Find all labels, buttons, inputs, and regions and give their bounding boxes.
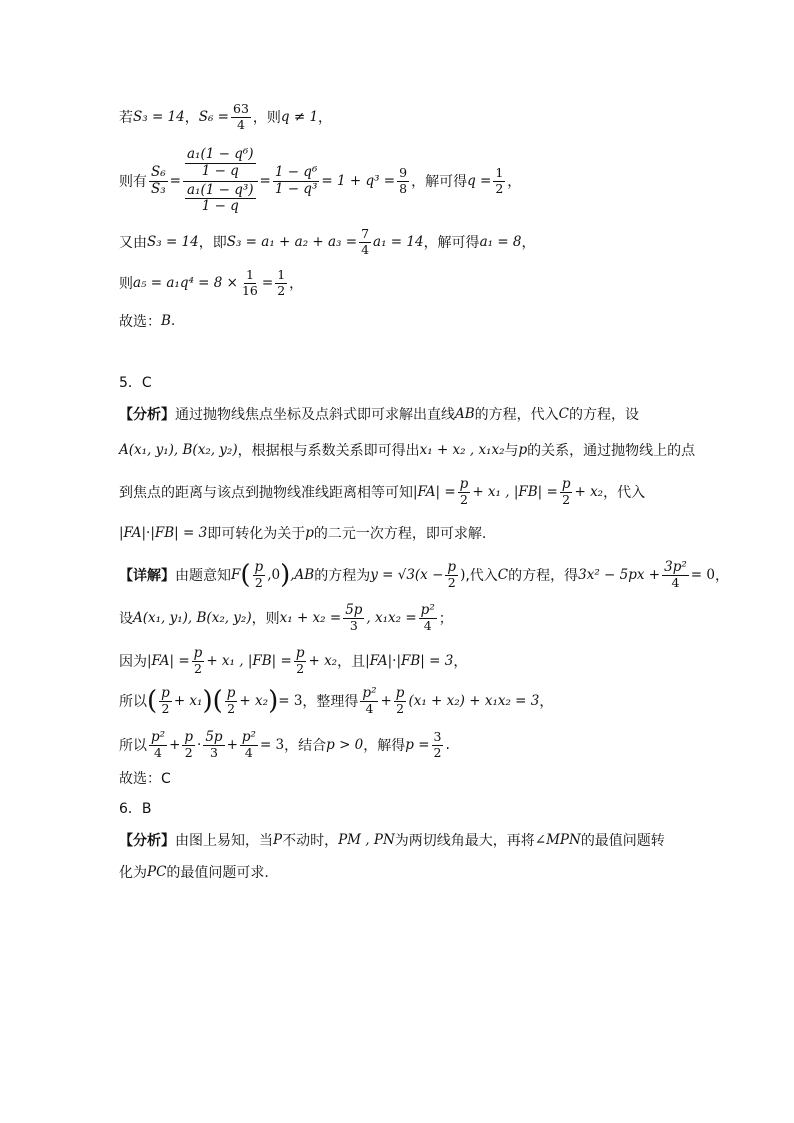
fraction: $\frac{\text{p²}}{4}$	[362, 684, 377, 717]
math: p	[305, 525, 314, 541]
fraction: $\frac{p}{2}$	[561, 475, 571, 508]
text: 即可转化为关于	[207, 526, 306, 542]
text: 与	[504, 443, 519, 459]
math: S₆ =	[198, 109, 229, 125]
text: 所以	[119, 694, 147, 710]
math: +	[380, 693, 392, 709]
text: 的最值问题可求.	[166, 865, 269, 881]
math: +	[226, 737, 238, 753]
math: x₁ + x₂ , x₁x₂	[419, 442, 505, 458]
math: S₃ = a₁ + a₂ + a₃ =	[226, 234, 358, 250]
text: .	[445, 737, 450, 753]
right-paren: )	[268, 686, 279, 716]
math: p > 0	[326, 737, 364, 753]
math: |FA| =	[413, 484, 456, 500]
math: + x₂	[239, 693, 269, 709]
math: a₁ = 14	[373, 234, 424, 250]
question-number-6	[119, 798, 734, 818]
fraction: $\frac{\text{1 − q⁶}}{\text{1 − q³}}$	[274, 163, 318, 197]
math: =	[259, 173, 271, 189]
text: ,代入	[465, 568, 498, 584]
answer-line-5	[119, 768, 734, 788]
math: +	[169, 737, 181, 753]
math: |FA|·|FB| = 3	[119, 525, 208, 541]
analysis-line-4	[119, 521, 734, 545]
math: )	[460, 567, 466, 583]
fraction: $\frac{p}{2}$	[395, 684, 405, 717]
analysis-tag: 【分析】	[119, 407, 175, 423]
text: ，	[453, 654, 468, 670]
math: + x₂	[308, 653, 338, 669]
fraction: $\frac{p}{2}$	[226, 684, 236, 717]
math: A(x₁, y₁), B(x₂, y₂)	[133, 610, 252, 626]
math: 3x² − 5px +	[578, 567, 661, 583]
text: ；	[438, 611, 453, 627]
text: 到焦点的距离与该点到抛物线准线距离相等可知	[119, 485, 413, 501]
detail-tag: 【详解】	[119, 568, 175, 584]
text: 故选：C	[119, 771, 171, 787]
math: C	[558, 406, 570, 422]
text: ，且	[337, 654, 366, 670]
text: ，解可得	[423, 235, 480, 251]
text: 设	[119, 611, 133, 627]
math: S₃ = 14	[133, 109, 185, 125]
text: ，	[289, 276, 304, 292]
text: ，	[714, 568, 729, 584]
math: p =	[405, 737, 430, 753]
fraction: $\frac{p}{2}$	[161, 684, 170, 717]
text: 不动时，	[282, 833, 339, 849]
text: ，	[521, 235, 536, 251]
math: + x₂	[574, 484, 604, 500]
math: a₅ = a₁q⁴ = 8 ×	[133, 275, 238, 291]
fraction: $\frac{p}{2}$	[193, 644, 203, 677]
fraction: $\frac{5p}{3}$	[345, 601, 363, 634]
text: 由题意知	[175, 568, 231, 584]
math: x₁ + x₂ =	[279, 610, 342, 626]
math: C	[497, 567, 509, 583]
math: =	[261, 275, 274, 291]
right-paren: )	[202, 686, 213, 716]
math: S₃ = 14	[147, 234, 199, 250]
math: ,AB	[290, 567, 315, 583]
text: 所以	[119, 738, 147, 754]
fraction: $\frac{\text{p²}}{4}$	[151, 728, 166, 761]
math: q =	[467, 173, 492, 189]
math: F	[231, 567, 241, 583]
detail-line-2	[119, 601, 734, 635]
math: A(x₁, y₁), B(x₂, y₂)	[119, 442, 238, 458]
text: 通过抛物线焦点坐标及点斜式即可求解出直线	[175, 407, 455, 423]
math: AB	[455, 406, 475, 422]
text: 的关系，通过抛物线上的点	[527, 443, 696, 459]
answer: B	[161, 313, 171, 329]
text: 又由	[119, 235, 147, 251]
fraction: $\frac{p}{2}$	[295, 644, 305, 677]
math: p	[518, 442, 528, 458]
math: , x₁x₂ =	[366, 610, 417, 626]
text: 因为	[119, 654, 147, 670]
math: (x₁ + x₂) + x₁x₂ = 3	[408, 693, 540, 709]
math: = 3	[278, 693, 303, 709]
text: 为两切线角最大，再将	[394, 833, 535, 849]
text: ，	[184, 110, 199, 126]
analysis-tag: 【分析】	[119, 833, 175, 849]
solution-line-1	[119, 101, 734, 132]
analysis-line-6a	[119, 829, 734, 851]
question-number-5	[119, 372, 734, 392]
analysis-line-6b	[119, 861, 734, 883]
math: ·	[197, 737, 202, 753]
fraction: $\frac{p}{2}$	[459, 475, 469, 508]
right-paren: )	[280, 560, 291, 590]
math: ∠MPN	[534, 832, 581, 848]
fraction: $\frac{p}{2}$	[184, 728, 194, 761]
fraction: $\frac{\text{3p²}}{4}$	[664, 558, 687, 591]
text: 5．C	[119, 375, 152, 391]
text: 则有	[119, 174, 147, 190]
math: a₁ = 8	[479, 234, 522, 250]
solution-line-4	[119, 268, 734, 298]
text: ，解得	[363, 738, 406, 754]
detail-line-5	[119, 726, 734, 764]
math: =	[169, 173, 181, 189]
math: |FA| =	[147, 653, 190, 669]
text: 6．B	[119, 801, 152, 817]
analysis-line-1	[119, 403, 734, 425]
text: ，解可得	[411, 174, 468, 190]
fraction: $\frac{5p}{3}$	[205, 728, 223, 761]
text: 由图上易知，当	[175, 833, 273, 849]
fraction: $\frac{p}{2}$	[447, 558, 457, 591]
math: |FA|·|FB| = 3	[365, 653, 454, 669]
detail-line-3	[119, 644, 734, 678]
text: ，代入	[603, 485, 646, 501]
fraction: $\frac{\text{p²}}{4}$	[420, 601, 435, 634]
text: 的二元一次方程，即可求解.	[313, 526, 487, 542]
text: 的方程，代入	[474, 407, 559, 423]
math: PC	[147, 864, 167, 880]
text: ，则	[252, 110, 281, 126]
text: ，	[507, 174, 522, 190]
text: ，根据根与系数关系即可得出	[237, 443, 420, 459]
compound-fraction: a₁(1 − q⁶) 1 − q a₁(1 − q³) 1 − q	[183, 146, 258, 215]
math: = 0	[690, 567, 715, 583]
text: ，	[318, 110, 333, 126]
text: .	[170, 313, 176, 329]
fraction: $\frac{7}{4}$	[361, 226, 370, 257]
math: = 1 + q³ =	[321, 173, 396, 189]
text: 的最值问题转	[580, 833, 665, 849]
text: 则	[119, 276, 133, 292]
math: + x₁	[173, 693, 203, 709]
fraction: $\frac{1}{2}$	[495, 165, 504, 196]
solution-line-3	[119, 228, 734, 256]
fraction: $\frac{1}{16}$	[241, 267, 258, 298]
math: = 3	[259, 737, 285, 753]
math: + x₁ , |FB| =	[472, 484, 558, 500]
fraction: $\frac{1}{2}$	[277, 267, 286, 298]
left-paren: (	[212, 686, 223, 716]
fraction: $\frac{\text{p²}}{4}$	[241, 728, 256, 761]
text: ，	[539, 694, 554, 710]
analysis-line-2	[119, 439, 734, 461]
math: P	[273, 832, 283, 848]
left-paren: (	[240, 560, 251, 590]
text: 化为	[119, 865, 147, 881]
text: 故选：	[119, 314, 161, 330]
left-paren: (	[147, 686, 158, 716]
text: ，则	[251, 611, 280, 627]
text: ，整理得	[302, 694, 359, 710]
fraction: $\frac{3}{2}$	[433, 729, 442, 760]
answer-line-4	[119, 311, 734, 331]
text: 的方程为	[314, 568, 371, 584]
math: + x₁ , |FB| =	[206, 653, 292, 669]
math: y = √3(x −	[370, 567, 444, 583]
text: ，结合	[284, 738, 327, 754]
analysis-line-3	[119, 474, 734, 510]
text: 若	[119, 110, 133, 126]
fraction: $\frac{\text{S₆}}{\text{S₃}}$	[151, 163, 166, 197]
math: PM , PN	[338, 832, 395, 848]
math: ,0	[267, 567, 281, 583]
math: q ≠ 1	[280, 109, 319, 125]
fraction: $\frac{63}{4}$	[233, 101, 249, 132]
detail-line-1	[119, 556, 734, 594]
fraction: $\frac{p}{2}$	[254, 558, 264, 591]
solution-line-2	[119, 143, 734, 219]
detail-line-4	[119, 680, 734, 722]
text: 的方程，设	[569, 407, 640, 423]
fraction: $\frac{9}{8}$	[399, 165, 408, 196]
text: ，即	[198, 235, 227, 251]
text: 的方程，得	[508, 568, 579, 584]
